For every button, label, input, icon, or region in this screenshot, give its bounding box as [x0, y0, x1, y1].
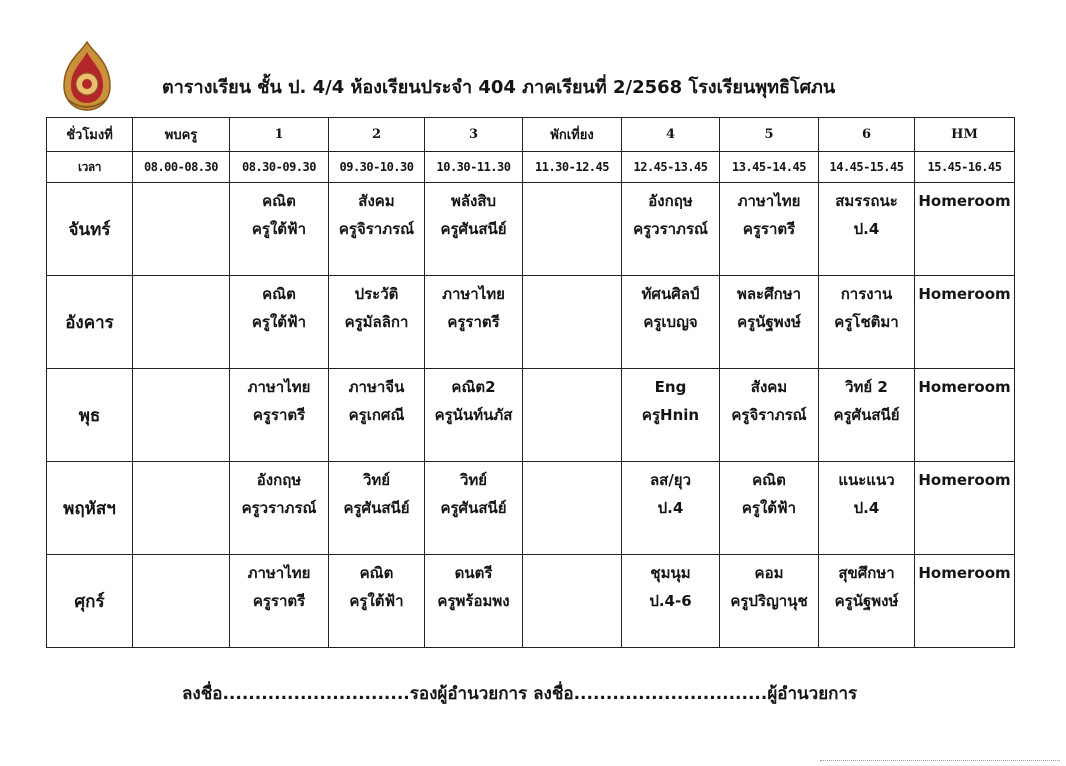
day-row	[47, 462, 1015, 555]
day-row	[47, 183, 1015, 276]
timetable	[46, 117, 1015, 648]
teacher-label: ครูนันท์นภัส	[434, 406, 513, 424]
time-cell: เวลา	[47, 152, 133, 183]
time-cell: 10.30-11.30	[425, 152, 523, 183]
subject-label: พลังสิบ	[450, 192, 497, 210]
subject-label: คณิต	[359, 564, 394, 582]
teacher-label: ครูเกศณี	[348, 406, 405, 424]
class-cell	[133, 369, 230, 462]
teacher-label: ครูนัฐพงษ์	[737, 313, 801, 331]
class-cell	[819, 183, 915, 276]
teacher-label: ครูนัฐพงษ์	[834, 592, 899, 610]
class-cell	[622, 183, 720, 276]
subject-label: คอม	[754, 564, 784, 582]
time-cell: 15.45-16.45	[915, 152, 1015, 183]
page-title: ตารางเรียน ชั้น ป. 4/4 ห้องเรียนประจำ 404 ภาคเรียนที่ 2/2568 โรงเรียนพุทธิโศภน	[162, 77, 836, 98]
class-cell	[720, 276, 819, 369]
teacher-label: ครูใต้ฟ้า	[349, 592, 404, 610]
page-edge-dotted-line	[820, 760, 1060, 761]
teacher-label: ครูราตรี	[252, 592, 306, 610]
class-cell	[425, 555, 523, 648]
teacher-label: ครูราตรี	[742, 220, 796, 238]
class-cell	[523, 555, 622, 648]
class-cell	[915, 555, 1015, 648]
class-cell	[523, 462, 622, 555]
teacher-label: ครูHnin	[641, 406, 700, 424]
teacher-label: ครูจิราภรณ์	[731, 406, 807, 424]
class-cell	[230, 183, 329, 276]
class-cell	[915, 462, 1015, 555]
signature-line: ลงชื่อ.............................รองผู้อำนวยการ ลงชื่อ..............................ผู้อำนวยการ	[182, 684, 858, 704]
teacher-label: ครูเบญจ	[643, 313, 698, 331]
class-cell	[819, 462, 915, 555]
subject-label: สังคม	[750, 378, 788, 396]
teacher-label: ครูใต้ฟ้า	[741, 499, 797, 517]
header-cell: ชั่วโมงที่	[47, 118, 133, 152]
subject-label: การงาน	[840, 285, 893, 303]
day-name: อังคาร	[47, 276, 133, 369]
header-cell: พักเที่ยง	[523, 118, 622, 152]
class-cell	[622, 369, 720, 462]
time-cell: 12.45-13.45	[622, 152, 720, 183]
teacher-label: ครูศันสนีย์	[343, 499, 410, 517]
teacher-label: ครูใต้ฟ้า	[251, 220, 307, 238]
class-cell	[915, 369, 1015, 462]
subject-label: ดนตรี	[454, 564, 493, 582]
header-cell: HM	[915, 118, 1015, 152]
teacher-label: ครูราตรี	[252, 406, 306, 424]
teacher-label: ครูโชติมา	[834, 313, 899, 331]
teacher-label: ครูใต้ฟ้า	[251, 313, 307, 331]
teacher-label: ป.4	[853, 499, 880, 517]
class-cell	[425, 276, 523, 369]
teacher-label: ป.4	[657, 499, 684, 517]
teacher-label: ป.4	[853, 220, 880, 238]
teacher-label: ครูวราภรณ์	[241, 499, 317, 517]
teacher-label: ครูศันสนีย์	[440, 499, 507, 517]
teacher-label: ครูจิราภรณ์	[338, 220, 415, 238]
class-cell	[329, 462, 425, 555]
subject-label: Homeroom	[918, 285, 1011, 303]
class-cell	[523, 276, 622, 369]
time-cell: 14.45-15.45	[819, 152, 915, 183]
subject-label: คณิต2	[451, 378, 496, 396]
header-cell: 6	[819, 118, 915, 152]
subject-label: ภาษาไทย	[247, 564, 311, 582]
subject-label: ลส/ยุว	[649, 471, 692, 489]
day-name: จันทร์	[47, 183, 133, 276]
subject-label: Homeroom	[918, 378, 1011, 396]
subject-label: คณิต	[752, 471, 786, 489]
subject-label: คณิต	[262, 192, 296, 210]
class-cell	[230, 555, 329, 648]
teacher-label: ครูราตรี	[447, 313, 500, 331]
class-cell	[329, 276, 425, 369]
school-emblem-icon	[58, 40, 116, 112]
subject-label: อังกฤษ	[256, 471, 302, 489]
subject-label: สุขศึกษา	[838, 564, 895, 582]
header-cell: 3	[425, 118, 523, 152]
subject-label: Homeroom	[918, 564, 1011, 582]
class-cell	[819, 555, 915, 648]
subject-label: ภาษาจีน	[348, 378, 405, 396]
class-cell	[720, 369, 819, 462]
day-name: พฤหัสฯ	[47, 462, 133, 555]
time-row	[47, 152, 1015, 183]
subject-label: Homeroom	[918, 192, 1011, 210]
subject-label: สมรรถนะ	[835, 192, 898, 210]
class-cell	[819, 369, 915, 462]
subject-label: ภาษาไทย	[247, 378, 311, 396]
class-cell	[720, 462, 819, 555]
class-cell	[329, 183, 425, 276]
header-row	[47, 118, 1015, 152]
class-cell	[622, 555, 720, 648]
class-cell	[329, 555, 425, 648]
subject-label: Eng	[654, 378, 687, 396]
class-cell	[915, 276, 1015, 369]
class-cell	[133, 276, 230, 369]
class-cell	[720, 555, 819, 648]
subject-label: วิทย์	[459, 471, 488, 489]
class-cell	[523, 369, 622, 462]
header-cell: 1	[230, 118, 329, 152]
class-cell	[915, 183, 1015, 276]
class-cell	[523, 183, 622, 276]
subject-label: สังคม	[358, 192, 395, 210]
class-cell	[230, 369, 329, 462]
day-name: ศุกร์	[47, 555, 133, 648]
class-cell	[622, 276, 720, 369]
class-cell	[133, 555, 230, 648]
teacher-label: ครูปริญานุช	[730, 592, 808, 610]
class-cell	[425, 462, 523, 555]
time-cell: 11.30-12.45	[523, 152, 622, 183]
class-cell	[133, 462, 230, 555]
subject-label: ประวัติ	[354, 285, 399, 303]
teacher-label: ครูศันสนีย์	[440, 220, 507, 238]
time-cell: 09.30-10.30	[329, 152, 425, 183]
class-cell	[819, 276, 915, 369]
day-name: พุธ	[47, 369, 133, 462]
class-cell	[425, 183, 523, 276]
class-cell	[720, 183, 819, 276]
class-cell	[230, 276, 329, 369]
subject-label: ภาษาไทย	[737, 192, 801, 210]
time-cell: 08.00-08.30	[133, 152, 230, 183]
class-cell	[133, 183, 230, 276]
subject-label: คณิต	[262, 285, 296, 303]
class-cell	[329, 369, 425, 462]
day-row	[47, 276, 1015, 369]
class-cell	[425, 369, 523, 462]
subject-label: Homeroom	[918, 471, 1011, 489]
subject-label: อังกฤษ	[648, 192, 693, 210]
class-cell	[622, 462, 720, 555]
subject-label: วิทย์ 2	[845, 378, 888, 396]
subject-label: ชุมนุม	[650, 564, 691, 582]
subject-label: ทัศนศิลป์	[641, 285, 700, 303]
day-row	[47, 369, 1015, 462]
day-row	[47, 555, 1015, 648]
header-cell: 5	[720, 118, 819, 152]
header-cell: 4	[622, 118, 720, 152]
teacher-label: ครูศันสนีย์	[833, 406, 900, 424]
teacher-label: ครูพร้อมพง	[437, 592, 510, 610]
subject-label: แนะแนว	[838, 471, 895, 489]
subject-label: ภาษาไทย	[442, 285, 505, 303]
teacher-label: ครูวราภรณ์	[633, 220, 708, 238]
subject-label: พละศึกษา	[736, 285, 802, 303]
class-cell	[230, 462, 329, 555]
header-cell: 2	[329, 118, 425, 152]
teacher-label: ครูมัลลิกา	[344, 313, 409, 331]
header-cell: พบครู	[133, 118, 230, 152]
subject-label: วิทย์	[362, 471, 391, 489]
time-cell: 13.45-14.45	[720, 152, 819, 183]
time-cell: 08.30-09.30	[230, 152, 329, 183]
teacher-label: ป.4-6	[649, 592, 692, 610]
